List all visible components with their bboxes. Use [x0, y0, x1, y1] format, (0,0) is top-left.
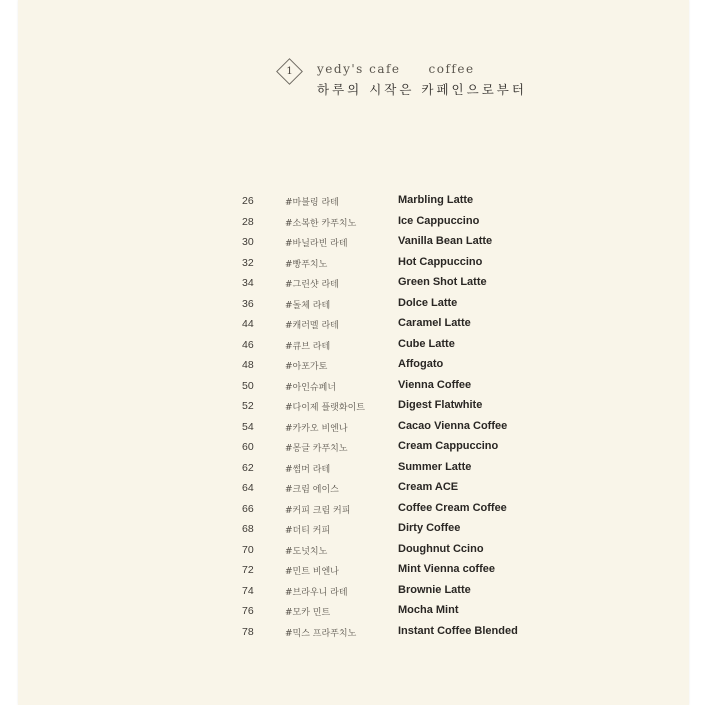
toc-entry: [242, 255, 542, 276]
toc-page-number: 34: [242, 277, 254, 289]
toc-entry: [242, 562, 542, 583]
toc-korean-title: #다이제 플랫화이트: [285, 403, 365, 413]
toc-entry: [242, 583, 542, 604]
toc-korean-title: #큐브 라테: [285, 341, 331, 352]
toc-english-title: Cream ACE: [398, 481, 459, 493]
toc-page-number: 26: [242, 195, 254, 207]
toc-page-number: 76: [242, 605, 254, 617]
toc-english-title: Coffee Cream Coffee: [398, 501, 507, 514]
toc-entry: [242, 316, 542, 337]
toc-page-number: 44: [242, 318, 254, 330]
toc-page-number: 30: [242, 236, 254, 248]
toc-korean-title: #더티 커피: [285, 526, 331, 536]
toc-korean-title: #크림 에이스: [285, 485, 339, 495]
toc-entry: [242, 234, 542, 255]
book-page: [18, 0, 689, 705]
toc-page-number: 52: [242, 400, 254, 412]
toc-english-title: Caramel Latte: [398, 317, 471, 329]
toc-entry: [242, 439, 542, 460]
toc-entry: [242, 460, 542, 481]
toc-korean-title: #캐러멜 라테: [285, 321, 339, 331]
toc-entry: [242, 337, 542, 358]
toc-page-number: 62: [242, 461, 254, 474]
toc-korean-title: #커피 크림 커피: [285, 505, 351, 516]
toc-korean-title: #아포가토: [285, 362, 328, 372]
brand-name: yedy's cafe: [317, 62, 401, 76]
toc-korean-title: #썸머 라테: [285, 464, 331, 475]
toc-korean-title: #모카 민트: [285, 608, 331, 618]
toc-page-number: 60: [242, 441, 254, 453]
chapter-title: [317, 62, 475, 76]
toc-entry: [242, 603, 542, 624]
toc-page-number: 32: [242, 256, 254, 269]
toc-page-number: 50: [242, 379, 254, 392]
toc-english-title: Cube Latte: [398, 337, 455, 350]
toc-korean-title: #바닐라빈 라테: [285, 239, 348, 249]
toc-korean-title: #아인슈페너: [285, 382, 337, 393]
chapter-number: 1: [286, 66, 293, 77]
toc-korean-title: #빵푸치노: [285, 259, 328, 270]
toc-english-title: Dirty Coffee: [398, 522, 461, 534]
toc-entry: [242, 214, 542, 235]
toc-korean-title: #돌체 라테: [285, 300, 331, 311]
toc-entry: [242, 398, 542, 419]
toc-entry: [242, 419, 542, 440]
toc-english-title: Instant Coffee Blended: [398, 624, 518, 637]
toc-page-number: 68: [242, 523, 254, 535]
toc-entry: [242, 501, 542, 522]
toc-english-title: Mocha Mint: [398, 604, 459, 616]
toc-english-title: Cacao Vienna Coffee: [398, 419, 508, 432]
toc-page-number: 36: [242, 297, 254, 310]
toc-page-number: 28: [242, 215, 254, 228]
toc-korean-title: #그린샷 라테: [285, 280, 339, 290]
table-of-contents: [242, 193, 542, 644]
toc-page-number: 66: [242, 502, 254, 515]
toc-entry: [242, 480, 542, 501]
toc-page-number: 48: [242, 359, 254, 371]
toc-entry: [242, 542, 542, 563]
chapter-subtitle: 하루의 시작은 카페인으로부터: [317, 82, 527, 97]
toc-korean-title: #마블링 라테: [285, 198, 339, 208]
toc-entry: [242, 521, 542, 542]
toc-korean-title: #도넛치노: [285, 546, 328, 557]
toc-page-number: 64: [242, 482, 254, 494]
toc-entry: [242, 378, 542, 399]
toc-english-title: Dolce Latte: [398, 296, 458, 309]
toc-korean-title: #카카오 비엔나: [285, 423, 348, 434]
toc-english-title: Vanilla Bean Latte: [398, 235, 493, 247]
toc-page-number: 74: [242, 584, 254, 597]
toc-english-title: Affogato: [398, 358, 444, 370]
toc-english-title: Summer Latte: [398, 460, 472, 473]
toc-english-title: Digest Flatwhite: [398, 399, 483, 411]
toc-korean-title: #몽글 카푸치노: [285, 444, 348, 454]
toc-english-title: Vienna Coffee: [398, 378, 472, 391]
toc-korean-title: #소복한 카푸치노: [285, 218, 357, 229]
toc-korean-title: #믹스 프라푸치노: [285, 628, 357, 639]
toc-korean-title: #민트 비엔나: [285, 567, 339, 577]
toc-english-title: Brownie Latte: [398, 583, 471, 596]
toc-page-number: 78: [242, 625, 254, 638]
toc-page-number: 46: [242, 338, 254, 351]
toc-page-number: 72: [242, 564, 254, 576]
toc-english-title: Hot Cappuccino: [398, 255, 483, 268]
toc-entry: [242, 357, 542, 378]
toc-entry: [242, 275, 542, 296]
toc-entry: [242, 296, 542, 317]
toc-page-number: 54: [242, 420, 254, 433]
toc-english-title: Green Shot Latte: [398, 276, 487, 288]
toc-english-title: Ice Cappuccino: [398, 214, 480, 227]
toc-english-title: Mint Vienna coffee: [398, 563, 495, 575]
toc-korean-title: #브라우니 라테: [285, 587, 348, 598]
toc-english-title: Cream Cappuccino: [398, 440, 499, 452]
toc-entry: [242, 624, 542, 645]
toc-english-title: Marbling Latte: [398, 194, 474, 206]
toc-page-number: 70: [242, 543, 254, 556]
category-name: coffee: [428, 62, 475, 76]
toc-entry: [242, 193, 542, 214]
toc-english-title: Doughnut Ccino: [398, 542, 484, 555]
